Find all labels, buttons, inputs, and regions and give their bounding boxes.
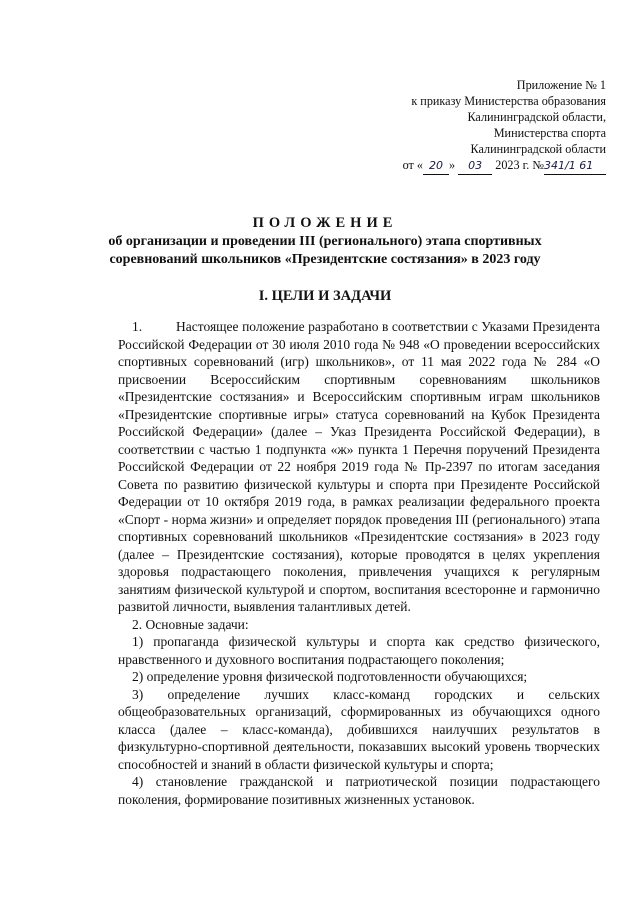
paragraph-1-number: 1. (132, 319, 143, 334)
handwritten-month: 03 (458, 158, 492, 175)
document-body (118, 318, 600, 808)
order-reference: к приказу Министерства образования (411, 94, 606, 108)
document-title (60, 214, 590, 269)
appendix-header (346, 77, 606, 175)
paragraph-2: 2. Основные задачи: (132, 616, 249, 632)
task-item-4: 4) становление гражданской и патриотической позиции подрастающего поколения, формирование позитивных жизненных установок. (118, 774, 600, 807)
handwritten-order-number: 341/1 61 (544, 158, 606, 175)
task-item-2: 2) определение уровня физической подготовленности обучающихся; (132, 669, 528, 684)
title-line-3: соревнований школьников «Президентские состязания» в 2023 году (109, 252, 541, 267)
task-item-1: 1) пропаганда физической культуры и спорта как средство физического, нравственного и духовного воспитания подрастающего поколения; (118, 634, 600, 667)
order-date-line (346, 157, 606, 175)
ministry-sport: Министерства спорта (493, 126, 606, 140)
title-word: ПОЛОЖЕНИЕ (252, 215, 398, 231)
ministry-region-2: Калининградской области (470, 142, 606, 156)
section-heading: I. ЦЕЛИ И ЗАДАЧИ (258, 288, 392, 304)
ministry-region-1: Калининградской области, (467, 110, 606, 124)
date-prefix: от « (402, 158, 424, 172)
handwritten-day: 20 (423, 158, 449, 175)
paragraph-1-text: Настоящее положение разработано в соответствии с Указами Президента Российской Федерации от 30 июля 2010 года № 948 «О проведении всероссийских спортивных соревнований (игр) школьников», от 11 мая 2022 года № 284 «О присвоении Всероссийским спортивным соревнованиям школьников «Президентские состязания» и Всероссийским спортивным играм школьников «Президентские спортивные игры» статуса соревнований на Кубок Президента Российской Федерации» (далее – Указ Президента Российской Федерации), в соответствии с частью 1 подпункта «ж» пункта 1 Перечня поручений Президента Российской Федерации от 22 ноября 2019 года № Пр-2397 по итогам заседания Совета по развитию физической культуры и спорта при Президенте Российской Федерации от 10 октября 2019 года, в рамках реализации федерального проекта «Спорт - норма жизни» и определяет порядок проведения III (регионального) этапа спортивных соревнований школьников «Президентские состязания» в 2023 году (далее – Президентские состязания), которые проводятся в целях укрепления здоровья подрастающего поколения, привлечения учащихся к регулярным занятиям физической культурой и спортом, воспитания всесторонне и гармонично развитой личности, выявления талантливых детей. (118, 319, 600, 614)
title-line-2: об организации и проведении III (регионального) этапа спортивных (108, 234, 542, 249)
appendix-label: Приложение № 1 (516, 78, 606, 92)
date-mid: » (449, 158, 456, 172)
paragraph-1 (118, 318, 600, 616)
date-year: 2023 г. № (495, 158, 544, 172)
task-item-3: 3) определение лучших класс-команд городских и сельских общеобразовательных организаций, сформированных из обучающихся одного класса (далее – класс-команда), добившихся наилучших результатов в физкультурно-спортивной деятельности, показавших высокий уровень творческих способностей и знаний в области физической культуры и спорта; (118, 686, 600, 772)
